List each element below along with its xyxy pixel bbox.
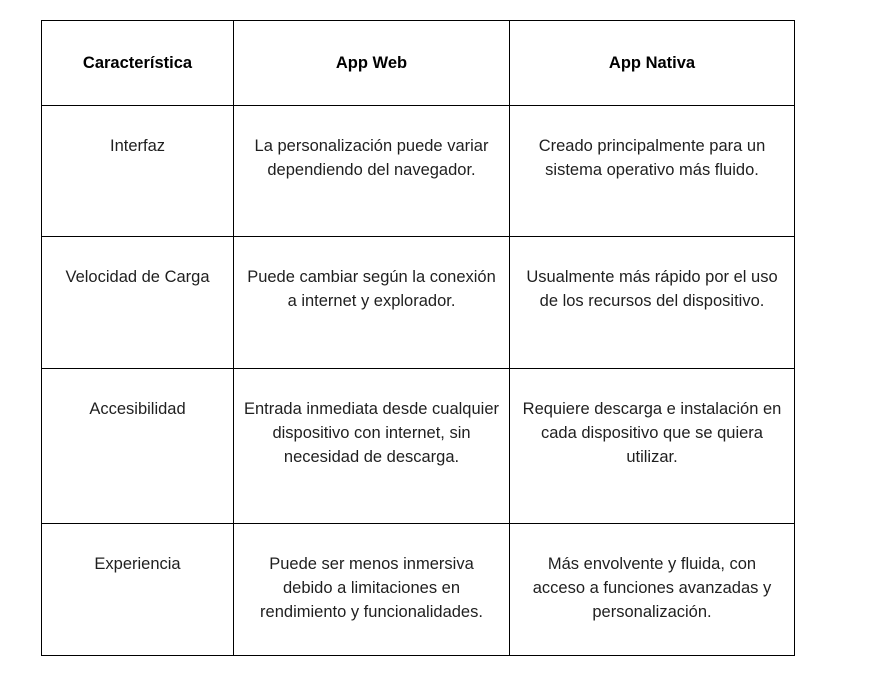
header-app-web: App Web [234,21,510,106]
cell-app-nativa: Más envolvente y fluida, con acceso a funciones avanzadas y personalización. [510,524,795,656]
table-row [42,369,795,524]
cell-app-nativa: Requiere descarga e instalación en cada dispositivo que se quiera utilizar. [510,369,795,524]
row-label-interfaz: Interfaz [42,106,234,237]
cell-app-nativa: Usualmente más rápido por el uso de los recursos del dispositivo. [510,237,795,369]
cell-app-web: Puede cambiar según la conexión a internet y explorador. [234,237,510,369]
table-row [42,524,795,656]
cell-app-nativa: Creado principalmente para un sistema operativo más fluido. [510,106,795,237]
row-label-accesibilidad: Accesibilidad [42,369,234,524]
row-label-experiencia: Experiencia [42,524,234,656]
row-label-velocidad: Velocidad de Carga [42,237,234,369]
cell-app-web: La personalización puede variar dependiendo del navegador. [234,106,510,237]
table-row [42,106,795,237]
header-row [42,21,795,106]
comparison-table [41,20,795,656]
cell-app-web: Entrada inmediata desde cualquier dispositivo con internet, sin necesidad de descarga. [234,369,510,524]
comparison-table-container [41,20,795,656]
header-app-nativa: App Nativa [510,21,795,106]
header-caracteristica: Característica [42,21,234,106]
table-row [42,237,795,369]
cell-app-web: Puede ser menos inmersiva debido a limitaciones en rendimiento y funcionalidades. [234,524,510,656]
